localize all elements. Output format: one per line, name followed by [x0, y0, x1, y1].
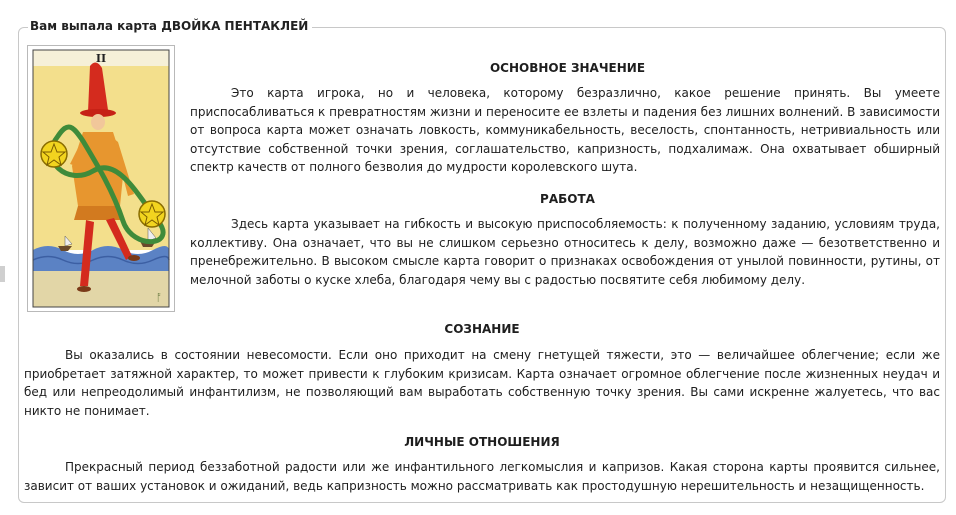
paragraph-work: Здесь карта указывает на гибкость и высокую приспособляемость: к полученному заданию, условиям труда, коллективу. Она означает, что вы не слишком серьезно относитесь к делу, возможно даже — безответственно и пренебрежительно. В высоком смысле карта говорит о признаках освобождения от унылой повинности, рутины, от мелочной заботы о куске хлеба, благодаря чему вы с радостью посвятите себя любимому делу. [190, 217, 940, 287]
section-text-main [190, 84, 940, 177]
scroll-marker [0, 266, 5, 282]
tarot-card-image [27, 45, 175, 312]
panel-legend: Вам выпала карта ДВОЙКА ПЕНТАКЛЕЙ [28, 19, 312, 33]
paragraph-main: Это карта игрока, но и человека, которому безразлично, какое решение принять. Вы умеете приспосабливаться к превратностям жизни и переносите ее взлеты и падения без лишних волнений. В зависимости от вопроса карта может означать ловкость, коммуникабельность, веселость, спонтанность, нетривиальность или отсутствие собственной точки зрения, соглашательство, капризность, подхалимаж. Она охватывает обширный спектр качеств от полного безволия до мудрости королевского шута. [190, 86, 940, 174]
tarot-card-illustration [28, 46, 174, 311]
section-text-work [190, 215, 940, 289]
paragraph-relationships: Прекрасный период беззаботной радости или же инфантильного легкомыслия и капризов. Какая сторона карты проявится сильнее, зависит от ваших установок и ожиданий, ведь капризность можно рассматривать как простодушную нерешительность и незащищенность. [24, 460, 940, 493]
svg-text:ᚩ: ᚩ [156, 293, 162, 304]
section-heading-relationships: ЛИЧНЫЕ ОТНОШЕНИЯ [404, 435, 560, 449]
section-heading-work: РАБОТА [540, 192, 595, 206]
section-heading-main: ОСНОВНОЕ ЗНАЧЕНИЕ [489, 61, 646, 75]
paragraph-consciousness: Вы оказались в состоянии невесомости. Если оно приходит на смену гнетущей тяжести, это — величайшее облегчение; если же приобретает затяжной характер, то может привести к глубоким кризисам. Карта означает огромное облегчение после жизненных неудач и бед или непреодолимый инфантилизм, не позволяющий вам выработать собственную точку зрения. Вы сами искренне жалуетесь, что вас никто не понимает. [24, 348, 940, 418]
section-text-relationships [24, 458, 940, 495]
section-heading-consciousness: СОЗНАНИЕ [444, 322, 520, 336]
card-numeral: II [95, 52, 107, 65]
section-text-consciousness [24, 346, 940, 420]
